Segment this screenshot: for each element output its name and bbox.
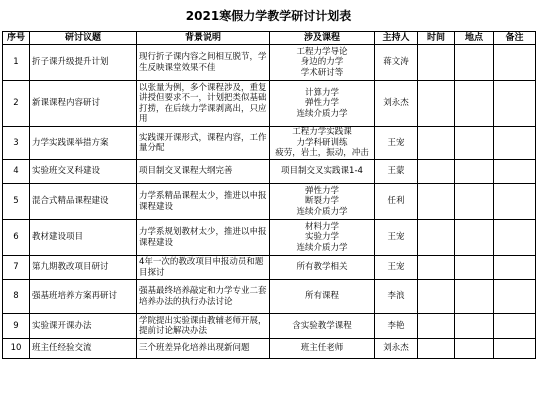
table-row [3,45,536,81]
cell-courses[interactable]: 项目制交叉实践课1-4 [270,160,375,184]
cell-note[interactable] [494,45,536,81]
cell-time[interactable] [418,184,455,220]
cell-note[interactable] [494,339,536,359]
cell-host[interactable]: 李艳 [375,314,418,339]
cell-time[interactable] [418,339,455,359]
cell-no[interactable]: 8 [3,280,30,314]
cell-no[interactable]: 5 [3,184,30,220]
cell-background[interactable]: 以张量为例，多个课程涉及，重复讲授但要求不一，计划把类似基础打捞，在后续力学课剥离出，只应用 [137,81,270,127]
cell-note[interactable] [494,314,536,339]
cell-topic[interactable]: 新课课程内容研讨 [30,81,137,127]
cell-place[interactable] [455,339,494,359]
cell-topic[interactable]: 混合式精品课程建设 [30,184,137,220]
cell-background[interactable]: 力学系规划教材太少，推进以申报课程建设 [137,220,270,256]
cell-place[interactable] [455,45,494,81]
header-row [3,32,536,45]
cell-host[interactable]: 任利 [375,184,418,220]
cell-place[interactable] [455,256,494,280]
cell-topic[interactable]: 实验班交叉科建设 [30,160,137,184]
cell-time[interactable] [418,160,455,184]
cell-topic[interactable]: 实验课开课办法 [30,314,137,339]
cell-topic[interactable]: 第九期教改项目研讨 [30,256,137,280]
plan-table [2,31,536,359]
cell-time[interactable] [418,280,455,314]
cell-note[interactable] [494,81,536,127]
table-row [3,184,536,220]
cell-background[interactable]: 项目制交叉课程大纲完善 [137,160,270,184]
cell-note[interactable] [494,256,536,280]
cell-place[interactable] [455,81,494,127]
cell-time[interactable] [418,220,455,256]
cell-host[interactable]: 李浪 [375,280,418,314]
cell-courses[interactable]: 工程力学实践课 力学科研训练 疲劳，岩土，振动，冲击 [270,127,375,160]
cell-time[interactable] [418,127,455,160]
cell-note[interactable] [494,280,536,314]
cell-place[interactable] [455,280,494,314]
cell-no[interactable]: 10 [3,339,30,359]
cell-background[interactable]: 现行折子课内容之间相互脱节，学生反映课堂效果不佳 [137,45,270,81]
cell-place[interactable] [455,220,494,256]
cell-host[interactable]: 刘永杰 [375,339,418,359]
cell-no[interactable]: 3 [3,127,30,160]
cell-note[interactable] [494,127,536,160]
table-row [3,220,536,256]
cell-background[interactable]: 三个班差异化培养出现新问题 [137,339,270,359]
cell-host[interactable]: 刘永杰 [375,81,418,127]
cell-note[interactable] [494,220,536,256]
cell-courses[interactable]: 弹性力学 断裂力学 连续介质力学 [270,184,375,220]
cell-place[interactable] [455,127,494,160]
cell-topic[interactable]: 折子课升级提升计划 [30,45,137,81]
table-row [3,339,536,359]
cell-note[interactable] [494,160,536,184]
cell-place[interactable] [455,314,494,339]
cell-background[interactable]: 强基最终培养敲定和力学专业二套培养办法的执行办法讨论 [137,280,270,314]
cell-topic[interactable]: 班主任经验交流 [30,339,137,359]
cell-host[interactable]: 王蒙 [375,160,418,184]
cell-no[interactable]: 1 [3,45,30,81]
cell-time[interactable] [418,45,455,81]
table-row [3,127,536,160]
cell-no[interactable]: 7 [3,256,30,280]
cell-no[interactable]: 4 [3,160,30,184]
cell-host[interactable]: 蒋文涛 [375,45,418,81]
cell-note[interactable] [494,184,536,220]
cell-time[interactable] [418,314,455,339]
cell-topic[interactable]: 教材建设项目 [30,220,137,256]
cell-place[interactable] [455,160,494,184]
cell-host[interactable]: 王宠 [375,127,418,160]
cell-no[interactable]: 9 [3,314,30,339]
cell-place[interactable] [455,184,494,220]
table-row [3,314,536,339]
cell-courses[interactable]: 含实验教学课程 [270,314,375,339]
cell-courses[interactable]: 计算力学 弹性力学 连续介质力学 [270,81,375,127]
cell-courses[interactable]: 班主任老师 [270,339,375,359]
col-header-note: 备注 [494,32,536,45]
cell-time[interactable] [418,81,455,127]
col-header-courses: 涉及课程 [270,32,375,45]
sheet-title: 2021寒假力学教学研讨计划表 [185,9,352,23]
cell-topic[interactable]: 强基班培养方案再研讨 [30,280,137,314]
cell-background[interactable]: 学院提出实验课由教辅老师开展，提前讨论解决办法 [137,314,270,339]
cell-topic[interactable]: 力学实践课举措方案 [30,127,137,160]
cell-courses[interactable]: 材料力学 实验力学 连续介质力学 [270,220,375,256]
cell-courses[interactable]: 所有课程 [270,280,375,314]
cell-no[interactable]: 2 [3,81,30,127]
cell-courses[interactable]: 工程力学导论 身边的力学 学术研讨等 [270,45,375,81]
table-row [3,256,536,280]
table-row [3,160,536,184]
cell-no[interactable]: 6 [3,220,30,256]
cell-background[interactable]: 实践课开课形式，课程内容，工作量分配 [137,127,270,160]
col-header-place: 地点 [455,32,494,45]
col-header-host: 主持人 [375,32,418,45]
cell-time[interactable] [418,256,455,280]
cell-courses[interactable]: 所有教学相关 [270,256,375,280]
cell-background[interactable]: 力学系精品课程太少，推进以申报课程建设 [137,184,270,220]
cell-host[interactable]: 王宠 [375,256,418,280]
col-header-no: 序号 [3,32,30,45]
col-header-time: 时间 [418,32,455,45]
cell-background[interactable]: 4年一次的教改项目申报动员和题目探讨 [137,256,270,280]
table-row [3,280,536,314]
cell-host[interactable]: 王宠 [375,220,418,256]
col-header-topic: 研讨议题 [30,32,137,45]
col-header-background: 背景说明 [137,32,270,45]
table-row [3,81,536,127]
